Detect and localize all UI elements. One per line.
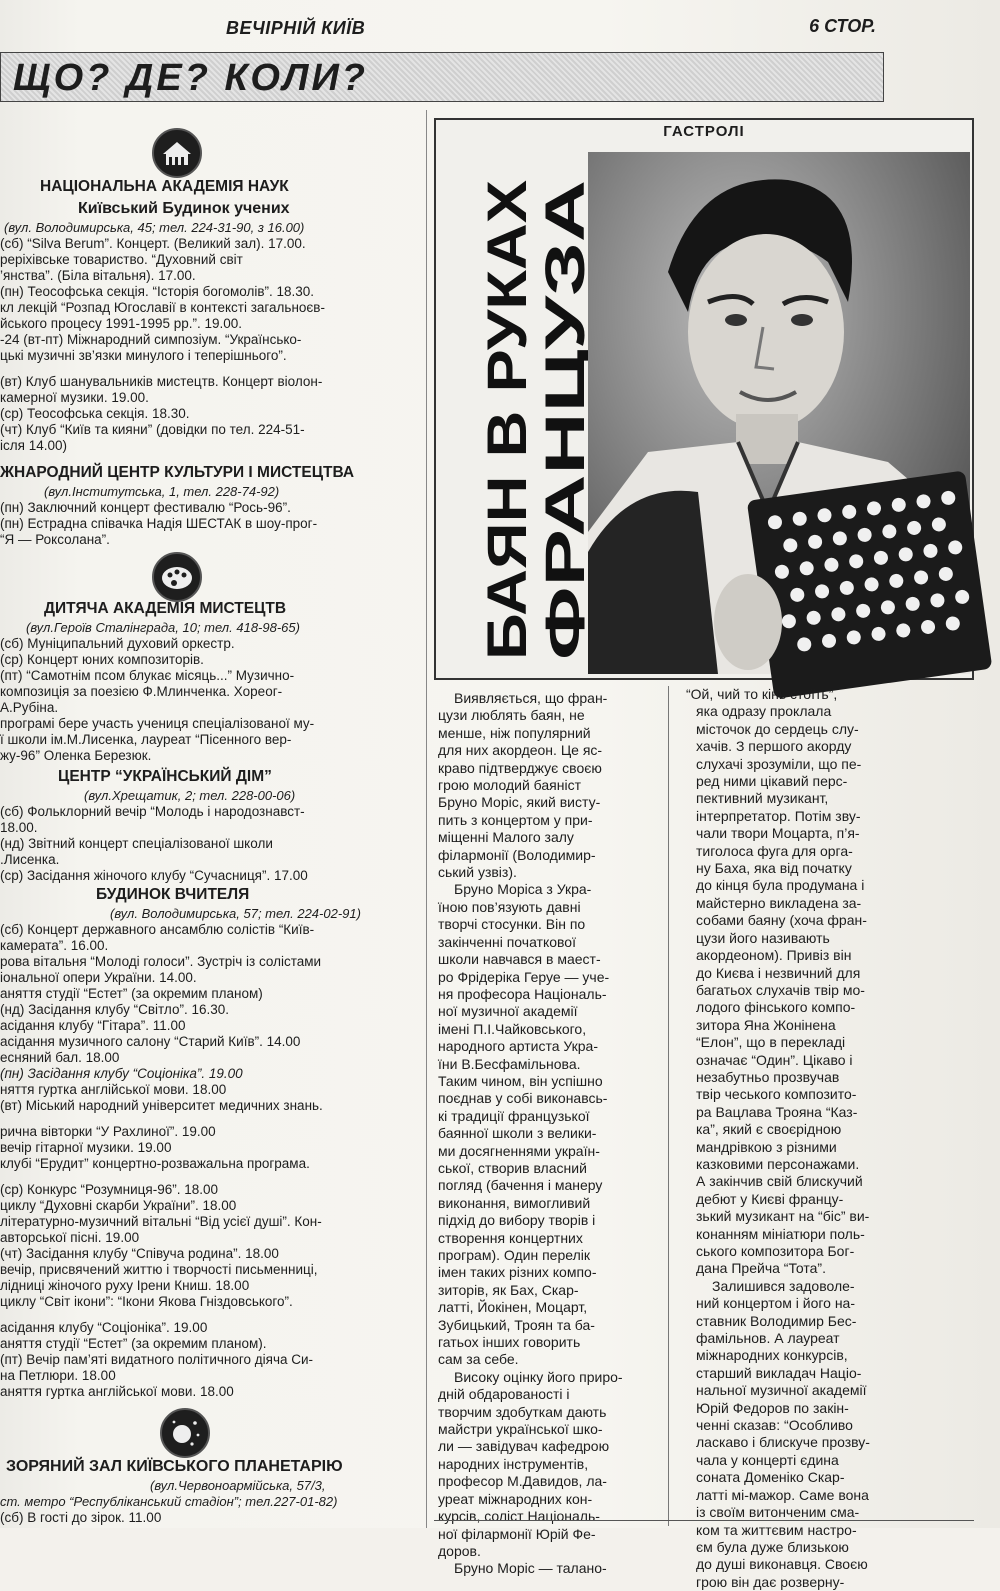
text-line: поєднав у собі виконавсь- — [438, 1090, 608, 1107]
text-line: собами баяну (хоча фран- — [696, 912, 867, 929]
text-line: яка одразу проклала — [696, 703, 832, 720]
text-line: цузи його називають — [696, 929, 830, 946]
event-line: (ср) Конкурс “Розумниця-96”. 18.00 — [0, 1182, 219, 1197]
text-line: незабутньо прозвучав — [696, 1068, 840, 1085]
venue-name: ДИТЯЧА АКАДЕМІЯ МИСТЕЦТВ — [44, 600, 287, 617]
text-line: ну Баха, яка від початку — [696, 860, 852, 877]
text-line: їною пов’язують давні — [438, 898, 581, 915]
section-title: ЩО? ДЕ? КОЛИ? — [13, 57, 369, 99]
text-line: зитора Яна Жонінена — [696, 1016, 836, 1033]
event-line: (нд) Звітний концерт спеціалізованої школи — [0, 836, 273, 851]
event-line: вечір гітарної музики. 19.00 — [0, 1140, 172, 1155]
text-line: до душі виконавця. Своєю — [696, 1556, 868, 1573]
venue-name: ЖНАРОДНИЙ ЦЕНТР КУЛЬТУРИ І МИСТЕЦТВА — [0, 464, 355, 481]
event-line: (вт) Міський народний університет медичних знань. — [0, 1098, 323, 1113]
text-line: грою він дає розверну- — [696, 1573, 845, 1590]
text-line: латті мі-мажор. Саме вона — [696, 1486, 869, 1503]
text-line: латті, Йокінен, Моцарт, — [438, 1299, 588, 1316]
text-line: Зубицький, Троян та ба- — [438, 1316, 595, 1333]
text-line: Юрій Федоров по закін- — [696, 1399, 849, 1416]
text-line: ної філармонії Юрій Фе- — [438, 1525, 596, 1542]
masthead — [0, 14, 1000, 44]
event-line: жу-96” Оленка Березюк. — [0, 748, 152, 763]
text-line: погляд (бачення і манеру — [438, 1177, 603, 1194]
page-number: 6 СТОР. — [809, 16, 876, 36]
text-line: ра Вацлава Трояна “Каз- — [696, 1103, 858, 1120]
event-line: лідниці жіночого руху Ірени Книш. 18.00 — [0, 1278, 250, 1293]
text-line: Залишився задоволе- — [712, 1277, 855, 1294]
text-line: єм була дуже близькою — [696, 1538, 849, 1555]
event-line: аняття гуртка англійської мови. 18.00 — [0, 1384, 234, 1399]
text-line: народних інструментів, — [438, 1455, 589, 1472]
text-line: пить з концертом у при- — [438, 811, 593, 828]
text-line: слухачі зрозуміли, що пе- — [696, 755, 862, 772]
text-line: ської, створив власний — [438, 1159, 587, 1176]
event-line: програмі бере участь учениця спеціалізованої му- — [0, 716, 315, 731]
text-line: багатьох слухачів твір мо- — [696, 981, 865, 998]
venue-address: (вул.Героїв Сталінграда, 10; тел. 418-98-65) — [26, 620, 300, 635]
text-line: виконання, вимогливий — [438, 1194, 591, 1211]
text-line: ченні сказав: “Особливо — [696, 1417, 853, 1434]
event-line: асідання клубу “Гітара”. 11.00 — [0, 1018, 186, 1033]
text-line: лодого фінського компо- — [696, 999, 856, 1016]
event-line: асідання клубу “Соціоніка”. 19.00 — [0, 1320, 208, 1335]
academy-building-icon — [152, 128, 202, 178]
text-line: із своїм витонченим сма- — [696, 1504, 860, 1521]
event-line: (пн) Засідання клубу “Соціоніка”. 19.00 — [0, 1066, 243, 1081]
text-line: ком та життєвим настро- — [696, 1521, 857, 1538]
venue-address: (вул.Інститутська, 1, тел. 228-74-92) — [44, 484, 280, 499]
venue-address-line2: ст. метро “Республіканський стадіон”; тел.227-01-82) — [0, 1494, 338, 1509]
event-line: літературно-музичний вітальні “Від усієї душі”. Кон- — [0, 1214, 322, 1229]
rubric — [434, 118, 974, 146]
text-line: філармонії (Володимир- — [438, 846, 596, 863]
text-line: до Києва і незвичний для — [696, 964, 861, 981]
text-line: ласкаво і блискуче прозву- — [696, 1434, 870, 1451]
photo-accordionist — [588, 152, 970, 674]
event-line: (ср) Концерт юних композиторів. — [0, 652, 204, 667]
text-line: зиторів, як Бах, Скар- — [438, 1281, 579, 1298]
event-line: (сб) Муніципальний духовий оркестр. — [0, 636, 235, 651]
event-line: аняття студії “Естет” (за окремим планом) — [0, 986, 263, 1001]
text-line: ної музичної академії — [438, 1003, 578, 1020]
text-line: хачів. З першого акорду — [696, 738, 852, 755]
event-line: (сб) Фольклорний вечір “Молодь і народознавст- — [0, 804, 305, 819]
text-line: школи навчався в маест- — [438, 951, 601, 968]
text-line: конанням мініатюри поль- — [696, 1225, 865, 1242]
event-line: (пн) Естрадна співачка Надія ШЕСТАК в шоу-прог- — [0, 516, 318, 531]
text-line: ми досягненнями україн- — [438, 1142, 600, 1159]
event-line: (ср) Засідання жіночого клубу “Сучасниця”. 17.00 — [0, 868, 308, 883]
event-line: йського процесу 1991-1995 рр.”. 19.00. — [0, 316, 243, 331]
event-line: (чт) Засідання клубу “Співуча родина”. 18.00 — [0, 1246, 279, 1261]
text-line: цузи люблять баян, не — [438, 707, 585, 724]
event-line: реріхівське товариство. “Духовний світ — [0, 252, 243, 267]
rubric-label: ГАСТРОЛІ — [663, 123, 745, 140]
text-line: ський узвіз). — [438, 864, 517, 881]
venue-address: (вул. Володимирська, 57; тел. 224-02-91) — [110, 906, 361, 921]
event-line: (ср) Теософська секція. 18.30. — [0, 406, 190, 421]
text-line: доров. — [438, 1542, 481, 1559]
headline — [438, 152, 596, 674]
headline-line2: ФРАНЦУЗА — [533, 347, 596, 660]
text-line: їни В.Бесфамільнова. — [438, 1055, 581, 1072]
text-line: імені П.І.Чайковського, — [438, 1020, 587, 1037]
text-line: кі традиції французької — [438, 1107, 590, 1124]
text-line: старший викладач Націо- — [696, 1364, 862, 1381]
text-line: Бруно Моріс, який висту- — [438, 794, 601, 811]
text-line: казковими персонажами. — [696, 1155, 860, 1172]
article-column-1 — [438, 690, 660, 1578]
text-line: Бруно Моріс — талано- — [454, 1560, 607, 1577]
text-line: ний концертом і його на- — [696, 1295, 856, 1312]
text-line: закінченні початкової — [438, 933, 576, 950]
text-line: чала у концерті єдина — [696, 1451, 839, 1468]
column-rule — [668, 686, 669, 1526]
venue-name: ЦЕНТР “УКРАЇНСЬКИЙ ДІМ” — [58, 768, 272, 785]
event-line: вечір, присвячений життю і творчості письменниці, — [0, 1262, 318, 1277]
text-line: Таким чином, він успішно — [438, 1072, 603, 1089]
event-line: няття гуртка англійської мови. 18.00 — [0, 1082, 227, 1097]
text-line: означає “Один”. Цікаво і — [696, 1051, 853, 1068]
event-line: (пн) Теософська секція. “Історія богомолів”. 18.30. — [0, 284, 315, 299]
event-line: (сб) “Silva Berum”. Концерт. (Великий зал). 17.00. — [0, 236, 306, 251]
text-line: нальної музичної академії — [696, 1382, 867, 1399]
event-line: ісля 14.00) — [0, 438, 67, 453]
text-line: чали твори Моцарта, п’я- — [696, 825, 860, 842]
text-line: зький музикант на “біс” ви- — [696, 1208, 870, 1225]
event-line: аняття студії “Естет” (за окремим планом). — [0, 1336, 267, 1351]
event-line: на Петлюри. 18.00 — [0, 1368, 116, 1383]
text-line: міщенні Малого залу — [438, 829, 574, 846]
event-line: (пт) “Самотнім псом блукає місяць...” Музично- — [0, 668, 295, 683]
event-line: іональної опери України. 14.00. — [0, 970, 197, 985]
text-line: інтерпретатор. Потім зву- — [696, 807, 861, 824]
event-line: циклу “Світ ікони”: “Ікони Якова Гніздовського”. — [0, 1294, 293, 1309]
headline-line1: БАЯН В РУКАХ — [475, 245, 538, 660]
text-line: ли — завідувач кафедрою — [438, 1438, 610, 1455]
venue-name: БУДИНОК ВЧИТЕЛЯ — [96, 886, 250, 903]
text-line: дебют у Києві францу- — [696, 1190, 844, 1207]
event-line: цькі музичні зв’язки минулого і теперішнього”. — [0, 348, 287, 363]
text-line: грою молодий баяніст — [438, 777, 581, 794]
text-line: “Ой, чий то кінь стоїть”, — [686, 686, 838, 702]
text-line: програм). Один перелік — [438, 1247, 590, 1263]
event-line: кл лекцій “Розпад Югославії в контексті загальноєв- — [0, 300, 325, 315]
column-rule — [426, 110, 427, 1528]
text-line: фамільнов. А лауреат — [696, 1330, 840, 1347]
text-line: місточок до сердець слу- — [696, 720, 859, 737]
event-line: (пт) Вечір пам’яті видатного політичного діяча Си- — [0, 1352, 314, 1367]
text-line: баянної школи з велики- — [438, 1125, 597, 1142]
event-line: есняний бал. 18.00 — [0, 1050, 120, 1065]
section-banner — [0, 52, 884, 102]
venue-subname: Київський Будинок учених — [78, 200, 290, 217]
text-line: ро Фрідеріка Геруе — уче- — [438, 968, 610, 985]
event-line: композиція за поезією Ф.Млинченка. Хореог- — [0, 684, 283, 699]
text-line: тиголоса фуга для орга- — [696, 842, 853, 859]
event-line: асідання музичного салону “Старий Київ”. 14.00 — [0, 1034, 301, 1049]
text-line: творчим здобуткам дають — [438, 1403, 607, 1420]
text-line: імен таких різних компо- — [438, 1264, 597, 1281]
text-line: дній обдарованості і — [438, 1386, 570, 1403]
text-line: Виявляється, що фран- — [454, 690, 608, 706]
article-column-2 — [676, 686, 976, 1591]
text-line: дана Прейча “Тота”. — [696, 1260, 826, 1277]
event-line: -24 (вт-пт) Міжнародний симпозіум. “Українсько- — [0, 332, 302, 347]
event-line: (вт) Клуб шанувальників мистецтв. Концерт віолон- — [0, 374, 323, 389]
event-line: (пн) Заключний концерт фестивалю “Рось-96”. — [0, 500, 291, 515]
event-line: камерата”. 16.00. — [0, 938, 109, 953]
text-line: ставник Володимир Бес- — [696, 1312, 857, 1329]
event-line: (нд) Засідання клубу “Світло”. 16.30. — [0, 1002, 229, 1017]
text-line: Бруно Моріса з Укра- — [454, 881, 592, 898]
text-line: підхід до вибору творів і — [438, 1212, 596, 1229]
event-line: (сб) Концерт державного ансамблю солістів “Київ- — [0, 922, 315, 937]
text-line: майстерно викладена за- — [696, 894, 862, 911]
text-line: А закінчив свій блискучий — [696, 1173, 863, 1190]
venue-address: (вул. Володимирська, 45; тел. 224-31-90, з 16.00) — [4, 220, 305, 235]
text-line: сам за себе. — [438, 1351, 519, 1368]
text-line: ня професора Національ- — [438, 985, 607, 1002]
event-line: рова вітальня “Молоді голоси”. Зустріч із солістами — [0, 954, 322, 969]
text-line: твір чеського композито- — [696, 1086, 857, 1103]
venue-address: (вул.Червоноармійська, 57/3, — [150, 1478, 326, 1493]
text-line: професор М.Давидов, ла- — [438, 1473, 607, 1490]
text-line: Високу оцінку його приро- — [454, 1368, 623, 1385]
event-line: А.Рубіна. — [0, 700, 59, 715]
text-line: майстри української шко- — [438, 1421, 603, 1438]
text-line: “Елон”, що в перекладі — [696, 1034, 846, 1051]
listings-column — [0, 112, 414, 1525]
text-line: міжнародних конкурсів, — [696, 1347, 848, 1364]
venue-name: НАЦІОНАЛЬНА АКАДЕМІЯ НАУК — [40, 178, 289, 195]
text-line: акордеоном). Привіз він — [696, 947, 852, 964]
planet-stars-icon — [160, 1408, 210, 1458]
event-line: циклу “Духовні скарби України”. 18.00 — [0, 1198, 237, 1213]
event-line: ї школи ім.М.Лисенка, лауреат “Пісенного вер- — [0, 732, 292, 747]
text-line: ред ними цікавий перс- — [696, 773, 848, 790]
text-line: краво підтверджує своєю — [438, 759, 602, 776]
text-line: гатьох інших говорить — [438, 1334, 581, 1351]
text-line: соната Доменіко Скар- — [696, 1469, 845, 1486]
text-line: уреат міжнародних кон- — [438, 1490, 593, 1507]
event-line: 18.00. — [0, 820, 38, 835]
publication-name: ВЕЧІРНІЙ КИЇВ — [226, 18, 366, 38]
event-line: (сб) В гості до зірок. 11.00 — [0, 1510, 162, 1525]
event-line: ’янства”. (Біла вітальня). 17.00. — [0, 268, 196, 283]
text-line: до кінця була продумана і — [696, 877, 865, 894]
event-line: авторської пісні. 19.00 — [0, 1230, 140, 1245]
text-line: курсів, соліст Національ- — [438, 1508, 600, 1525]
text-line: ського композитора Бог- — [696, 1243, 855, 1259]
text-line: створення концертних — [438, 1229, 583, 1246]
event-line: камерної музики. 19.00. — [0, 390, 149, 405]
bottom-rule — [434, 1520, 974, 1521]
palette-icon — [152, 552, 202, 602]
text-line: творчі стосунки. Він по — [438, 916, 586, 933]
text-line: народного артиста Укра- — [438, 1038, 598, 1055]
event-line: клубі “Ерудит” концертно-розважальна програма. — [0, 1156, 310, 1171]
text-line: пективний музикант, — [696, 790, 829, 807]
event-line: (чт) Клуб “Київ та кияни” (довідки по тел. 224-51- — [0, 422, 305, 437]
text-line: мандрівкою з різними — [696, 1138, 837, 1155]
event-line: рична вівторки “У Рахлиної”. 19.00 — [0, 1124, 216, 1139]
venue-address: (вул.Хрещатик, 2; тел. 228-00-06) — [84, 788, 296, 803]
venue-name: ЗОРЯНИЙ ЗАЛ КИЇВСЬКОГО ПЛАНЕТАРІЮ — [6, 1458, 343, 1475]
text-line: менше, ніж популярний — [438, 724, 591, 741]
event-line: “Я — Роксолана”. — [0, 532, 110, 547]
text-line: ка”, який є своєрідною — [696, 1121, 842, 1138]
text-line: для них акордеон. Це яс- — [438, 742, 603, 759]
event-line: .Лисенка. — [0, 852, 60, 867]
